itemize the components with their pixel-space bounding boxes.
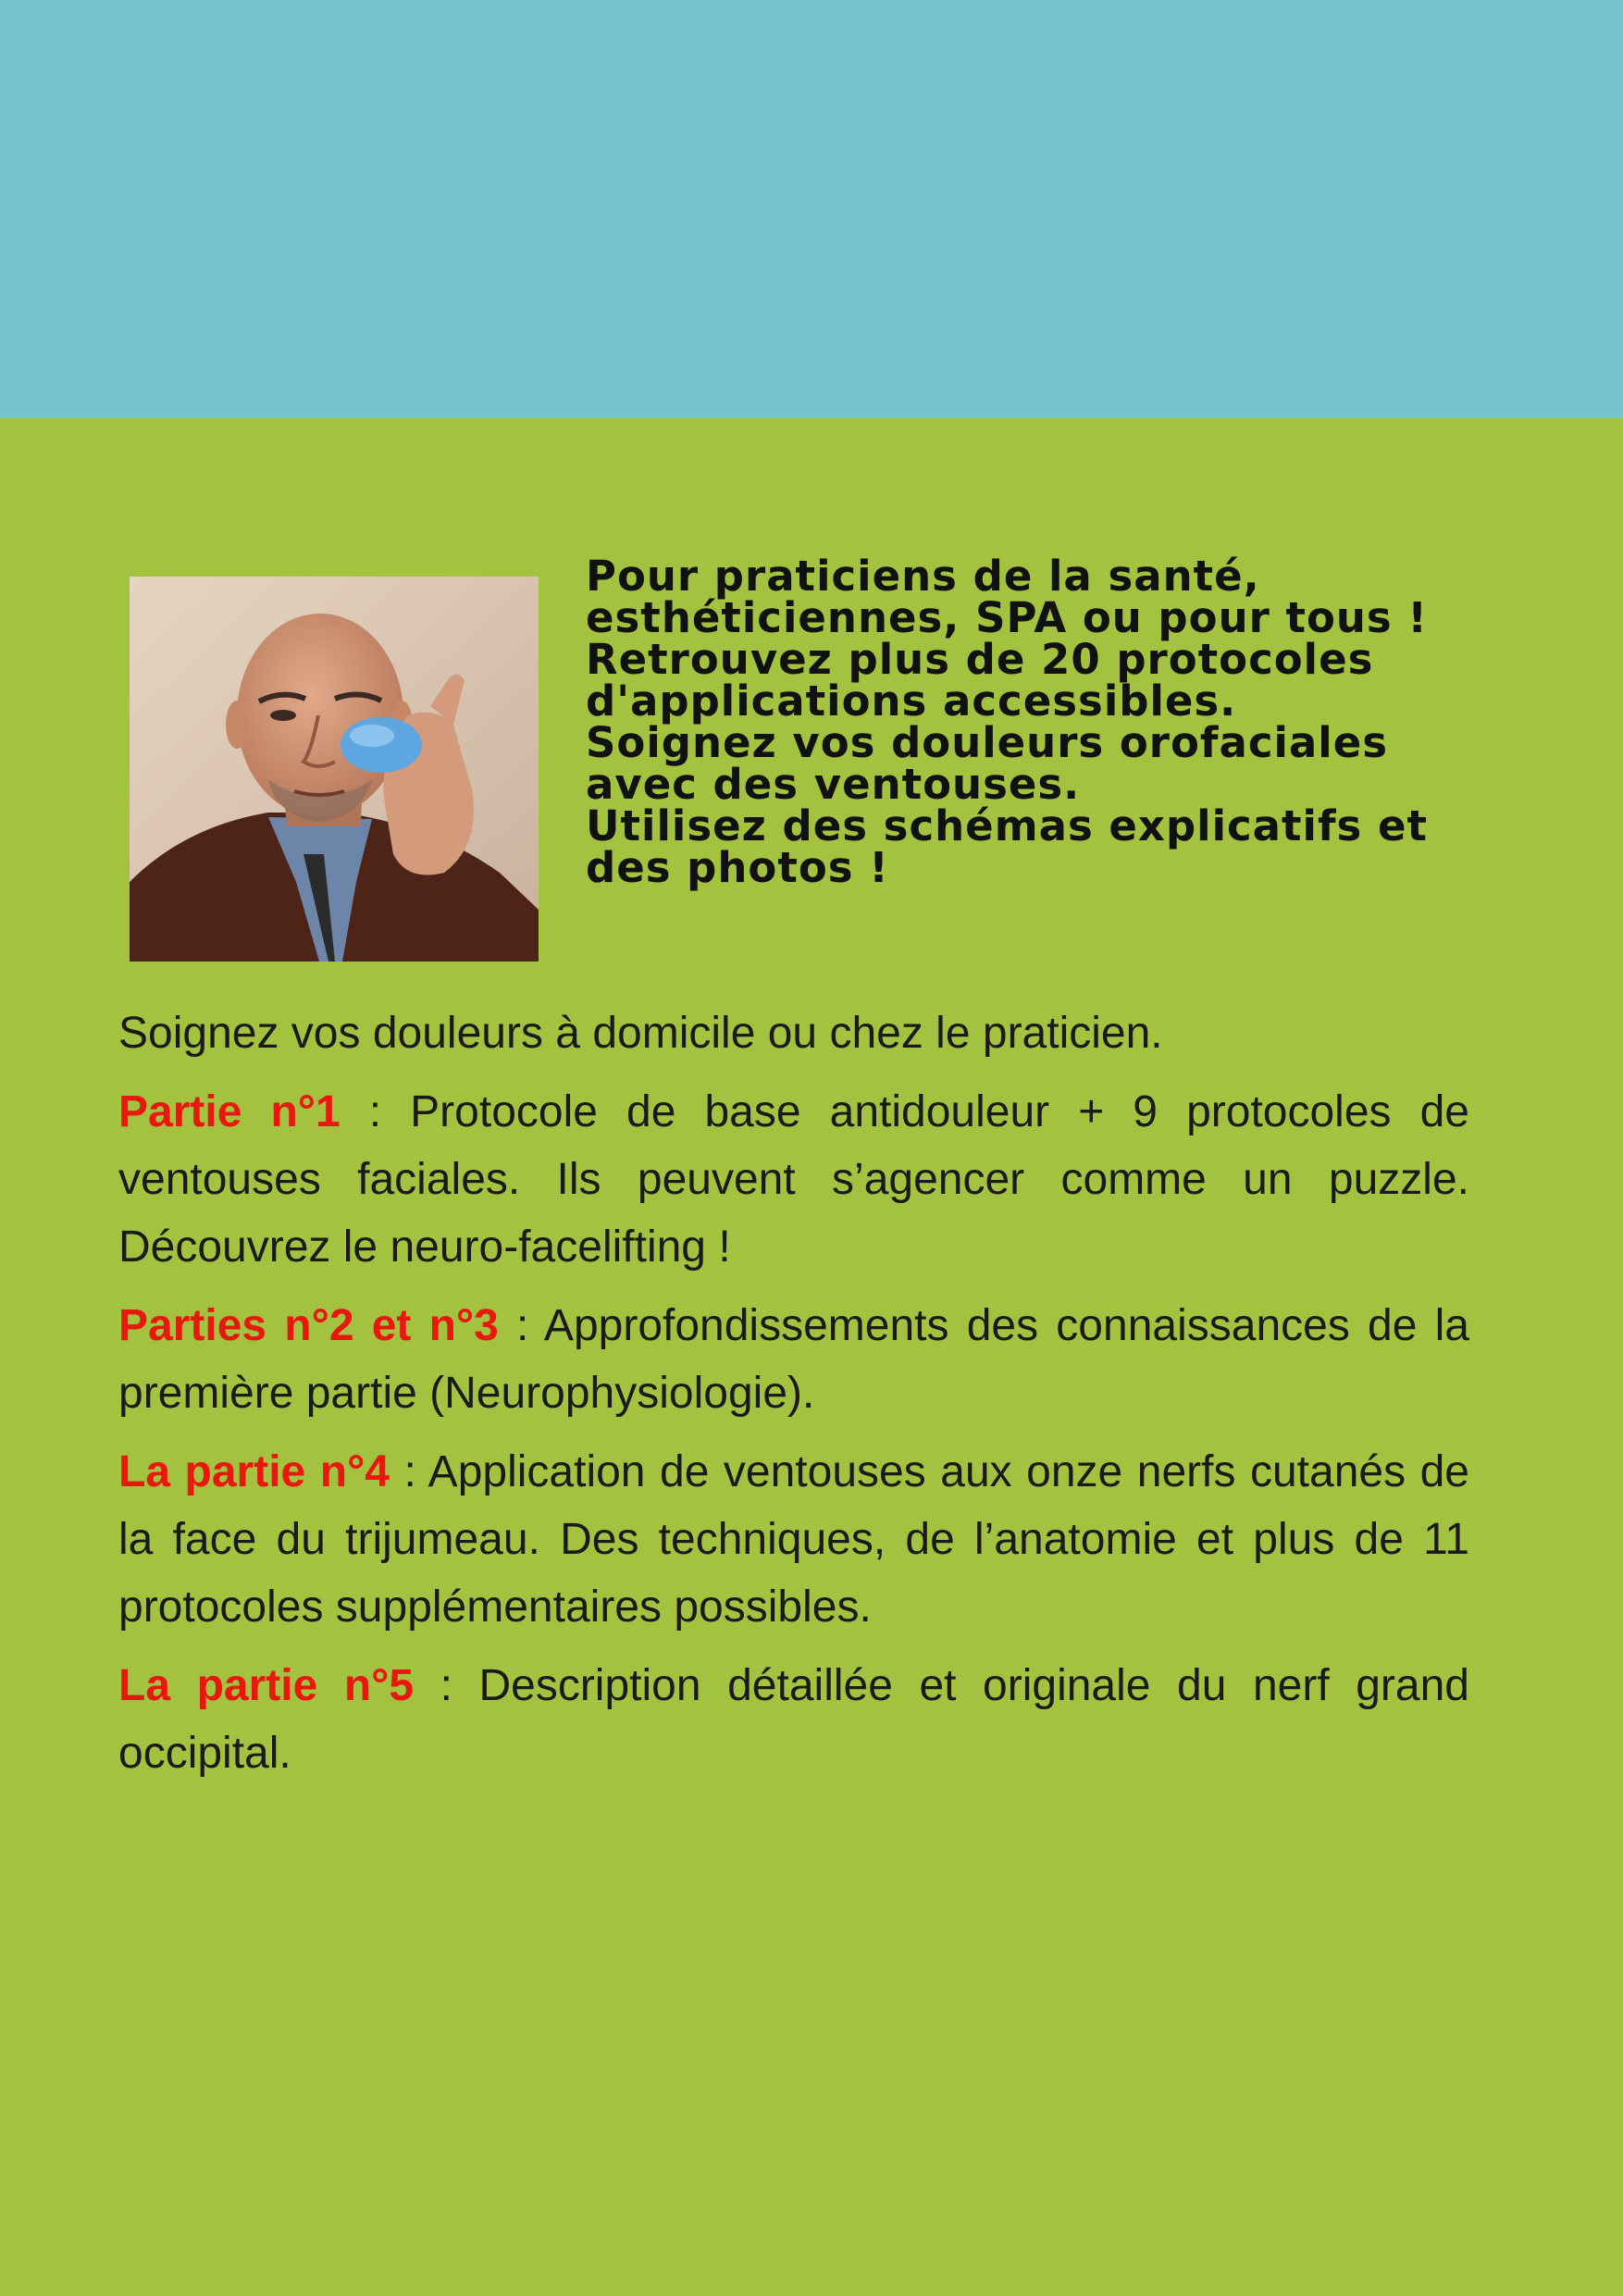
- tagline-line: Pour praticiens de la santé,: [586, 552, 1260, 601]
- part-label: La partie n°5: [118, 1661, 415, 1710]
- tagline-line: d'applications accessibles.: [586, 676, 1237, 726]
- tagline-block: [586, 552, 1548, 892]
- top-color-band: [0, 0, 1623, 418]
- tagline-line: des photos !: [586, 843, 889, 892]
- part-paragraph: [118, 1292, 1469, 1427]
- author-photo: [130, 577, 539, 962]
- part-paragraph: [118, 1078, 1469, 1281]
- author-photo-illustration: [130, 577, 539, 962]
- part-description: : Protocole de base antidouleur + 9 protocoles de ventouses faciales. Ils peuvent s’agencer comme un puzzle. Découvrez le neuro-facelifting !: [118, 1087, 1469, 1272]
- part-label: Partie n°1: [118, 1087, 341, 1136]
- part-label: Parties n°2 et n°3: [118, 1301, 499, 1350]
- tagline-line: Utilisez des schémas explicatifs et: [586, 801, 1429, 850]
- tagline-line: Soignez vos douleurs orofaciales: [586, 718, 1389, 767]
- part-paragraph: [118, 1438, 1469, 1641]
- part-description: : Description détaillée et originale du nerf grand occipital.: [118, 1661, 1469, 1778]
- description-text: [118, 999, 1469, 1798]
- tagline-line: esthéticiennes, SPA ou pour tous !: [586, 593, 1428, 642]
- part-description: : Approfondissements des connaissances de la première partie (Neurophysiologie).: [118, 1301, 1469, 1418]
- part-description: : Application de ventouses aux onze nerfs cutanés de la face du trijumeau. Des techniques, de l’anatomie et plus de 11 protocoles supplémentaires possibles.: [118, 1447, 1469, 1632]
- intro-paragraph: Soignez vos douleurs à domicile ou chez le praticien.: [118, 1009, 1163, 1058]
- part-label: La partie n°4: [118, 1447, 390, 1496]
- tagline-line: Retrouvez plus de 20 protocoles: [586, 635, 1374, 684]
- part-paragraph: [118, 1652, 1469, 1787]
- tagline-line: avec des ventouses.: [586, 760, 1081, 809]
